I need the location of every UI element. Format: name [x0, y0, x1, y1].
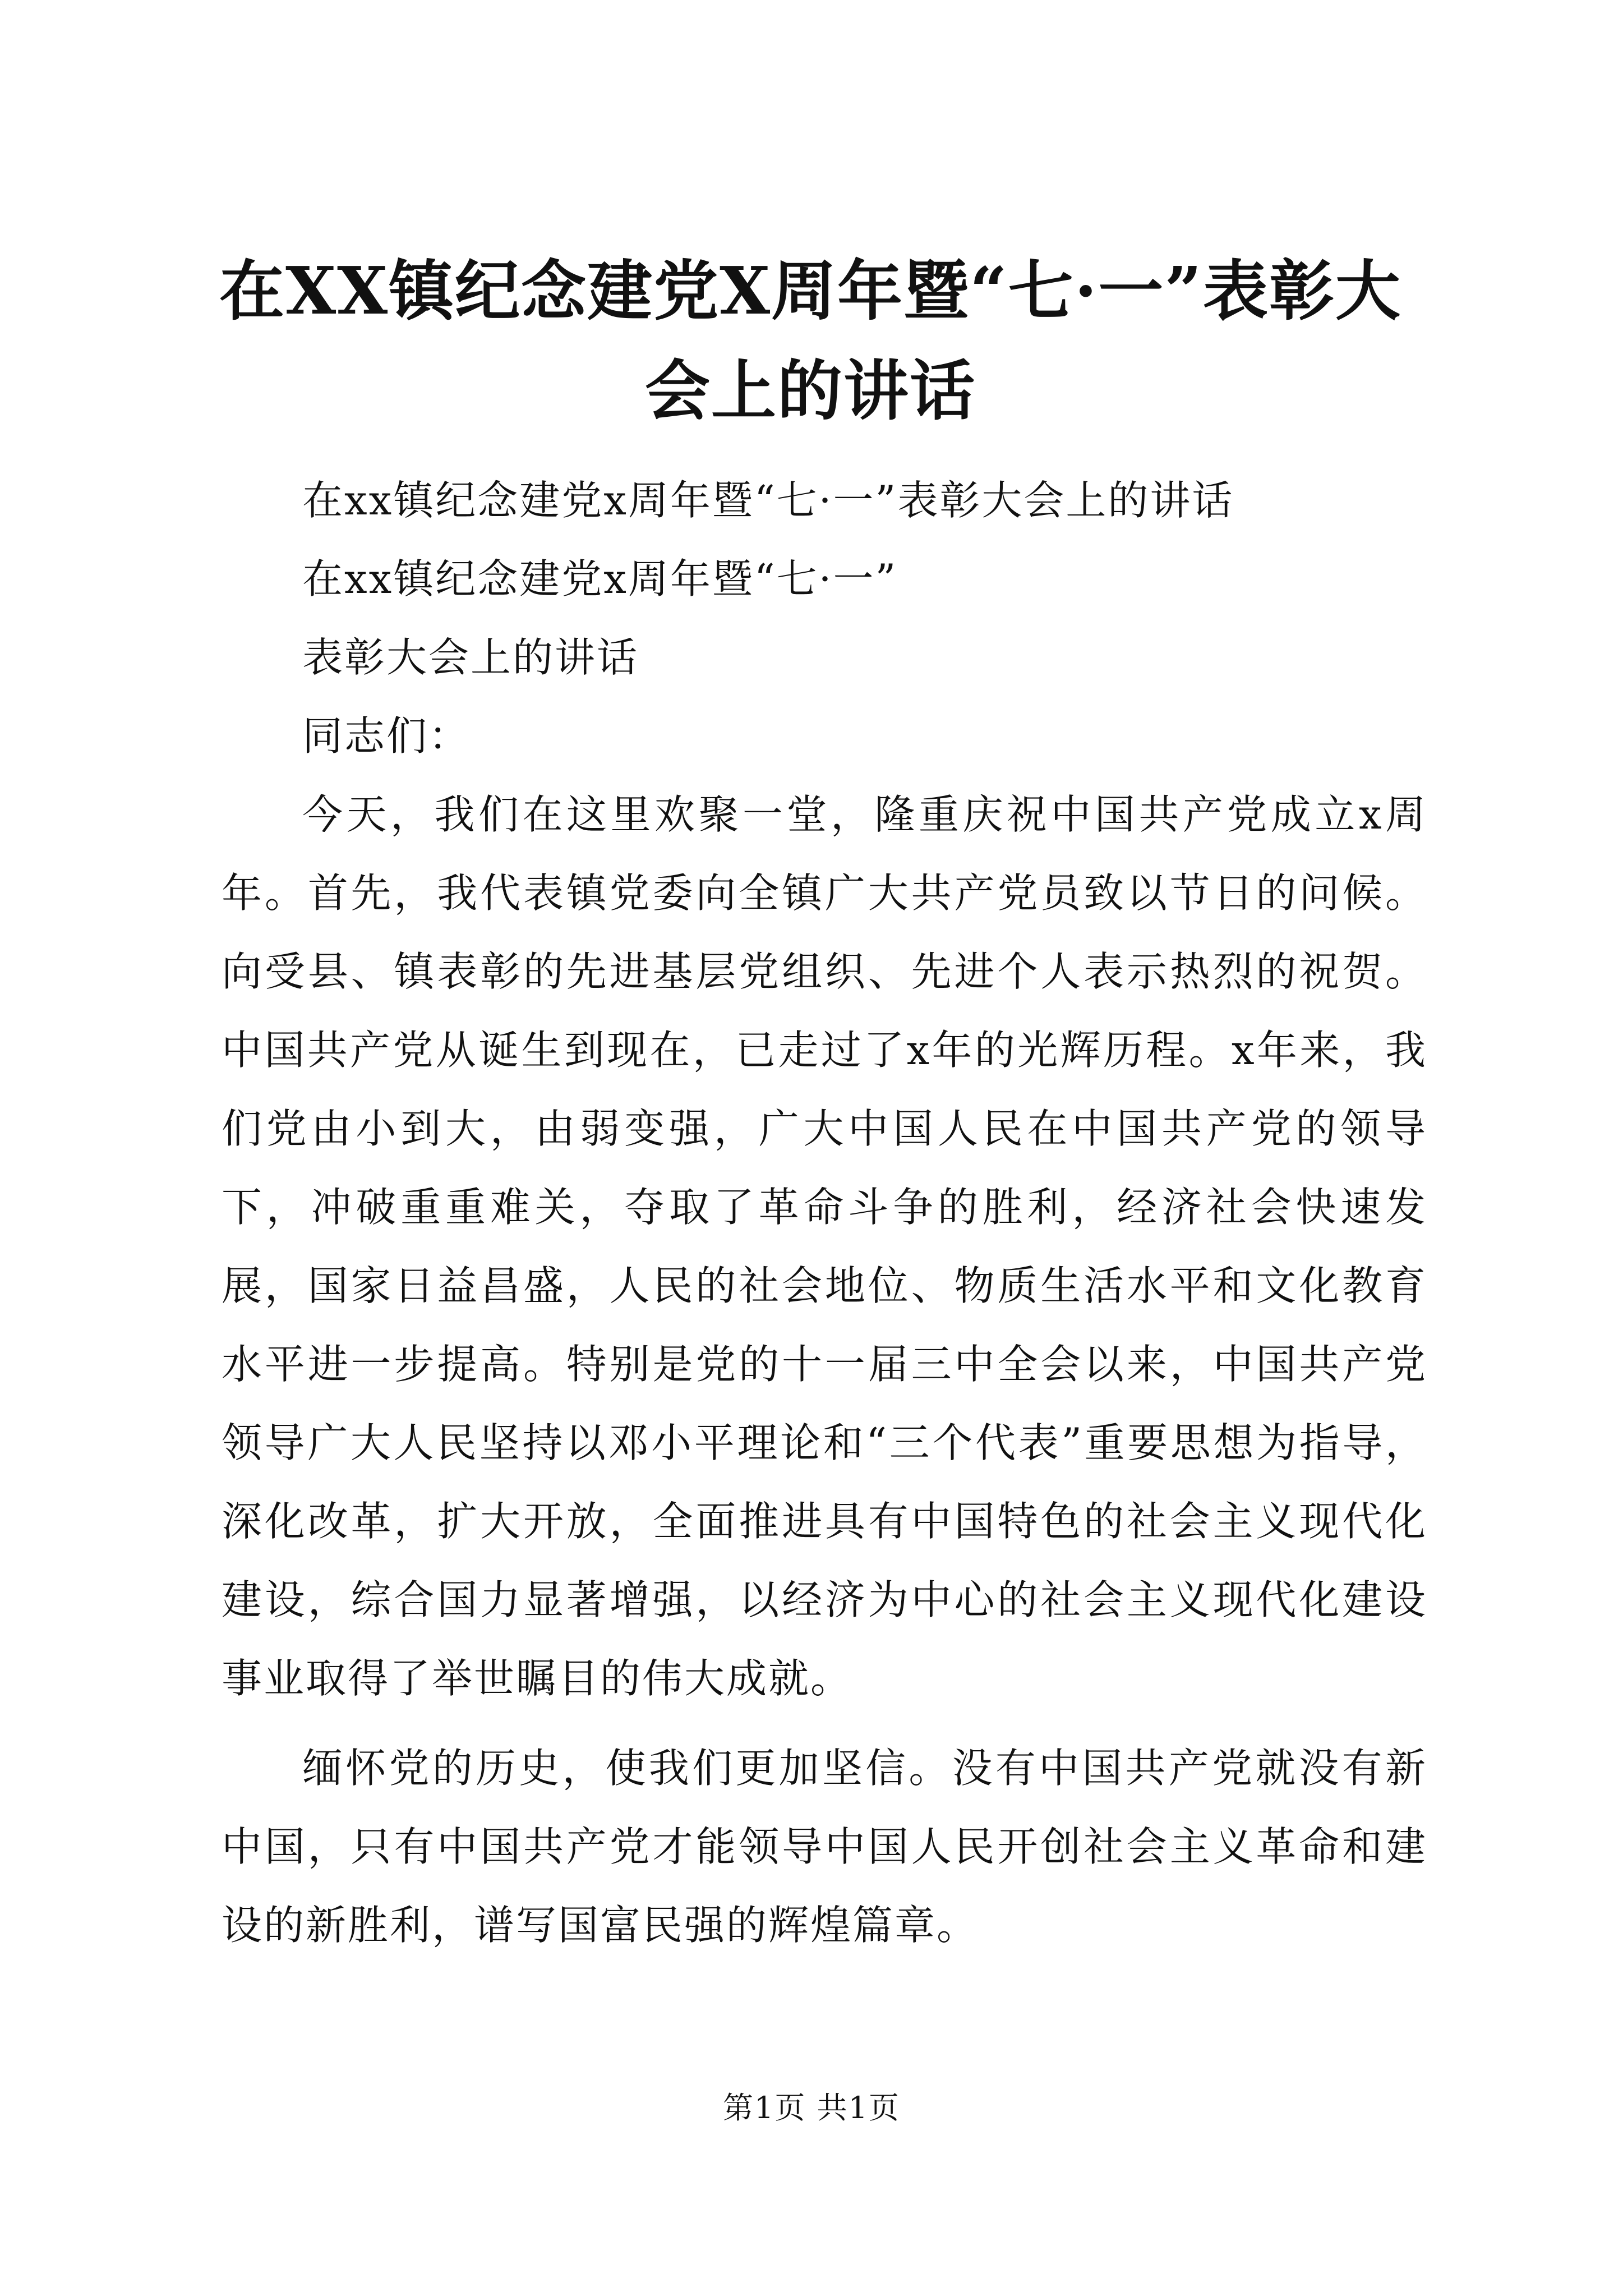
document-title — [191, 241, 1430, 441]
title-line-2: 会上的讲话 — [645, 353, 976, 429]
subtitle: 在xx镇纪念建党x周年暨“七·一”表彰大会上的讲话 — [302, 477, 1234, 524]
document-body — [222, 461, 1427, 1964]
heading-line-1: 在xx镇纪念建党x周年暨“七·一” — [302, 555, 898, 602]
heading-line-2: 表彰大会上的讲话 — [302, 634, 639, 681]
paragraph-gap — [222, 1718, 1427, 1729]
title-line-1: 在XX镇纪念建党X周年暨“七·一”表彰大 — [219, 253, 1401, 329]
page-footer: 第1页 共1页 — [723, 2090, 900, 2125]
paragraph-2: 缅怀党的历史，使我们更加坚信。没有中国共产党就没有新中国，只有中国共产党才能领导中国人民开创社会主义革命和建设的新胜利，谱写国富民强的辉煌篇章。 — [222, 1745, 1427, 1949]
paragraph-1: 今天，我们在这里欢聚一堂，隆重庆祝中国共产党成立x周年。首先，我代表镇党委向全镇广大共产党员致以节日的问候。向受县、镇表彰的先进基层党组织、先进个人表示热烈的祝贺。中国共产党从诞生到现在，已走过了x年的光辉历程。x年来，我们党由小到大，由弱变强，广大中国人民在中国共产党的领导下，冲破重重难关，夺取了革命斗争的胜利，经济社会快速发展，国家日益昌盛，人民的社会地位、物质生活水平和文化教育水平进一步提高。特别是党的十一届三中全会以来，中国共产党领导广大人民坚持以邓小平理论和“三个代表”重要思想为指导，深化改革，扩大开放，全面推进具有中国特色的社会主义现代化建设，综合国力显著增强，以经济为中心的社会主义现代化建设事业取得了举世瞩目的伟大成就。 — [222, 791, 1427, 1702]
salutation: 同志们： — [302, 712, 471, 760]
